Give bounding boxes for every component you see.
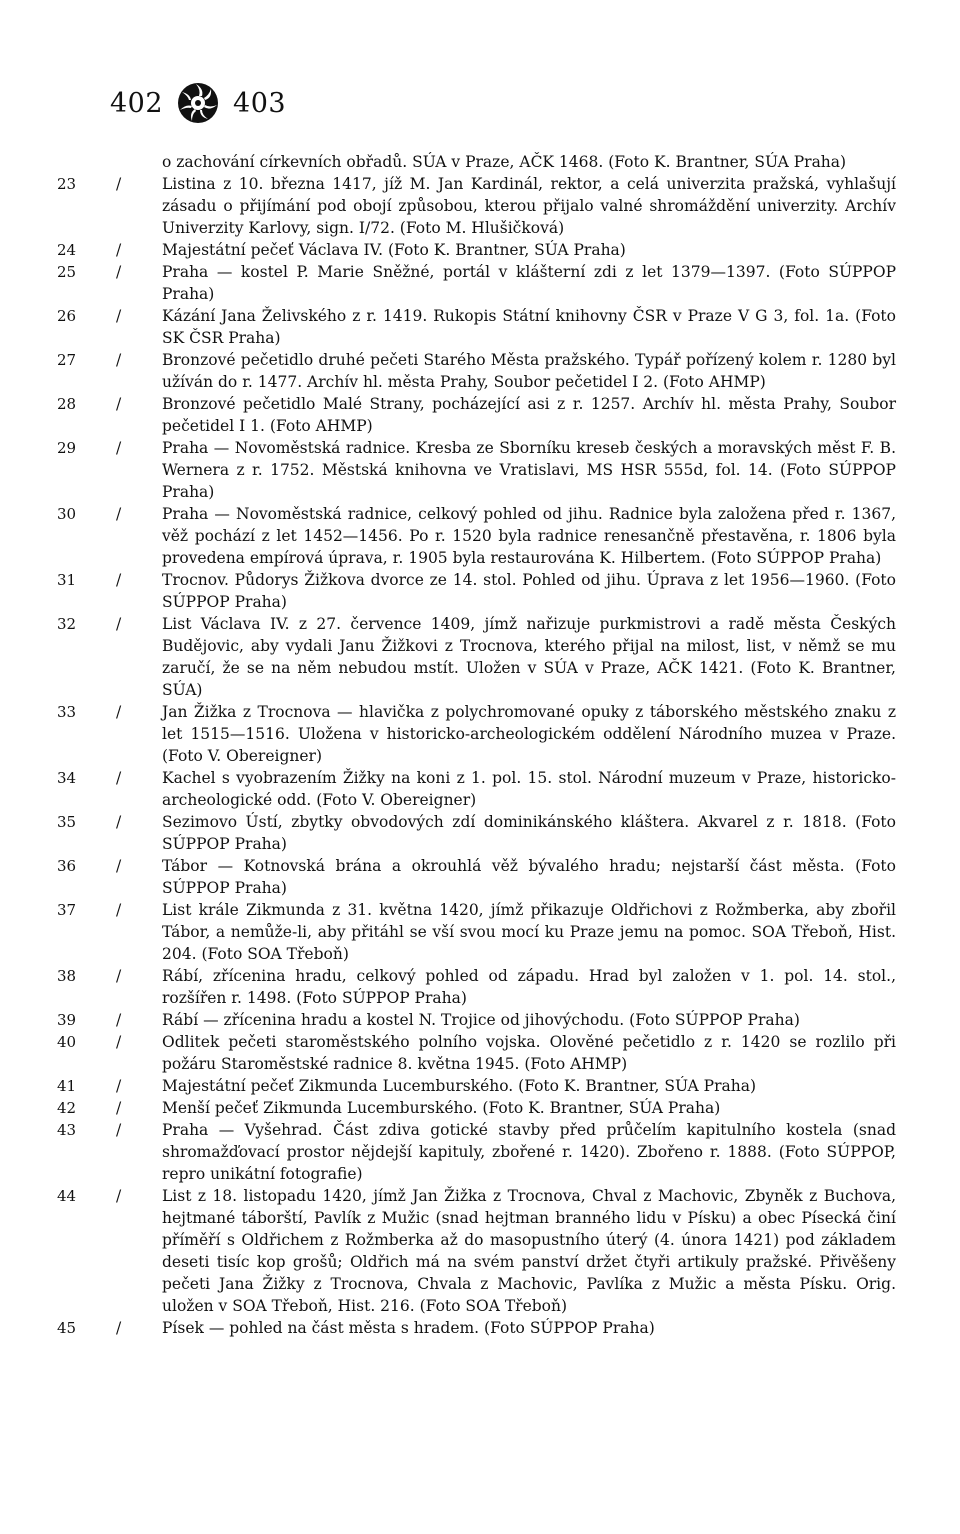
caption-text: Trocnov. Půdorys Žižkova dvorce ze 14. stol. Pohled od jihu. Úprava z let 1956—1960. (Foto SÚPPOP Praha) — [162, 571, 896, 611]
circular-emblem-icon — [169, 78, 227, 128]
caption-entry — [0, 173, 960, 239]
figure-number: 25 — [57, 263, 77, 281]
figure-number: 37 — [57, 901, 77, 919]
caption-text: Rábí, zřícenina hradu, celkový pohled od západu. Hrad byl založen v 1. pol. 14. stol., rozšířen r. 1498. (Foto SÚPPOP Praha) — [162, 967, 896, 1007]
caption-text: Rábí — zřícenina hradu a kostel N. Trojice od jihovýchodu. (Foto SÚPPOP Praha) — [162, 1011, 800, 1029]
caption-text: Praha — kostel P. Marie Sněžné, portál v klášterní zdi z let 1379—1397. (Foto SÚPPOP Praha) — [162, 263, 896, 303]
figure-number: 33 — [57, 703, 77, 721]
figure-number: 41 — [57, 1077, 77, 1095]
caption-entry — [0, 393, 960, 437]
page-header — [110, 78, 286, 128]
caption-text: Sezimovo Ústí, zbytky obvodových zdí dominikánského kláštera. Akvarel z r. 1818. (Foto SÚPPOP Praha) — [162, 813, 896, 853]
figure-number: 44 — [57, 1187, 77, 1205]
caption-entry — [0, 811, 960, 855]
caption-text: Menší pečeť Zikmunda Lucemburského. (Foto K. Brantner, SÚA Praha) — [162, 1099, 721, 1117]
caption-text: Odlitek pečeti staroměstského polního vojska. Olověné pečetidlo z r. 1420 se rozlilo při požáru Staroměstské radnice 8. května 1945. (Foto AHMP) — [162, 1033, 896, 1073]
caption-entry — [0, 569, 960, 613]
separator-slash: / — [116, 1077, 122, 1095]
separator-slash: / — [116, 571, 122, 589]
caption-text: Praha — Novoměstská radnice, celkový pohled od jihu. Radnice byla založena před r. 1367, věž pochází z let 1452—1456. Po r. 1520 byla radnice renesančně přestavěna, r. 1806 byla provedena empírová úprava, r. 1905 byla restaurována K. Hilbertem. (Foto SÚPPOP Praha) — [162, 505, 896, 567]
figure-number: 43 — [57, 1121, 77, 1139]
figure-number: 27 — [57, 351, 77, 369]
caption-entry — [0, 305, 960, 349]
caption-entry — [0, 437, 960, 503]
figure-number: 28 — [57, 395, 77, 413]
caption-entry — [0, 767, 960, 811]
separator-slash: / — [116, 1033, 122, 1051]
caption-text: Tábor — Kotnovská brána a okrouhlá věž bývalého hradu; nejstarší část města. (Foto SÚPPOP Praha) — [162, 857, 896, 897]
caption-entry — [0, 1185, 960, 1317]
figure-number: 42 — [57, 1099, 77, 1117]
figure-number: 38 — [57, 967, 77, 985]
caption-entry — [0, 965, 960, 1009]
separator-slash: / — [116, 1319, 122, 1337]
caption-entry — [0, 855, 960, 899]
separator-slash: / — [116, 1099, 122, 1117]
caption-entry — [0, 261, 960, 305]
figure-number: 45 — [57, 1319, 77, 1337]
caption-entry — [0, 1317, 960, 1339]
caption-entry — [0, 1097, 960, 1119]
separator-slash: / — [116, 241, 122, 259]
separator-slash: / — [116, 1121, 122, 1139]
caption-text: Písek — pohled na část města s hradem. (Foto SÚPPOP Praha) — [162, 1319, 655, 1337]
caption-entry — [0, 239, 960, 261]
caption-text: Majestátní pečeť Václava IV. (Foto K. Brantner, SÚA Praha) — [162, 241, 626, 259]
figure-number: 31 — [57, 571, 77, 589]
caption-entry — [0, 1031, 960, 1075]
figure-number: 23 — [57, 175, 77, 193]
caption-text: o zachování církevních obřadů. SÚA v Praze, AČK 1468. (Foto K. Brantner, SÚA Praha) — [162, 153, 847, 171]
figure-number: 32 — [57, 615, 77, 633]
figure-number: 40 — [57, 1033, 77, 1051]
caption-entry — [0, 613, 960, 701]
caption-entry — [0, 503, 960, 569]
caption-text: Praha — Vyšehrad. Část zdiva gotické stavby před průčelím kapitulního kostela (snad shromažďovací prostor nějdejší kapituly, zbořené r. 1420). Zbořeno r. 1888. (Foto SÚPPOP, repro unikátní fotografie) — [162, 1121, 896, 1183]
figure-number: 39 — [57, 1011, 77, 1029]
separator-slash: / — [116, 1011, 122, 1029]
caption-text: Bronzové pečetidlo druhé pečeti Starého Města pražského. Typář pořízený kolem r. 1280 byl užíván do r. 1477. Archív hl. města Prahy, Soubor pečetidel I 2. (Foto AHMP) — [162, 351, 896, 391]
figure-number: 29 — [57, 439, 77, 457]
figure-number: 34 — [57, 769, 77, 787]
caption-entry — [0, 1075, 960, 1097]
separator-slash: / — [116, 813, 122, 831]
figure-number: 24 — [57, 241, 77, 259]
figure-number: 35 — [57, 813, 77, 831]
separator-slash: / — [116, 615, 122, 633]
separator-slash: / — [116, 967, 122, 985]
caption-text: Kachel s vyobrazením Žižky na koni z 1. pol. 15. stol. Národní muzeum v Praze, historicko-archeologické odd. (Foto V. Obereigner) — [162, 769, 896, 809]
separator-slash: / — [116, 307, 122, 325]
caption-text: Listina z 10. března 1417, jíž M. Jan Kardinál, rektor, a celá univerzita pražská, vyhlašují zásadu o přijímání pod obojí způsobou, kterou přijalo valné shromáždění univerzity. Archív Univerzity Karlovy, sign. I/72. (Foto M. Hlušičková) — [162, 175, 896, 237]
figure-number: 26 — [57, 307, 77, 325]
separator-slash: / — [116, 505, 122, 523]
page-number-right: 403 — [233, 87, 287, 119]
caption-entry — [0, 151, 960, 173]
caption-text: List z 18. listopadu 1420, jímž Jan Žižka z Trocnova, Chval z Machovic, Zbyněk z Buchova, hejtmané táborští, Pavlík z Mužic (snad hejtman branného lidu v Písku) a obec Písecká činí příměří s Oldřichem z Rožmberka až do masopustního úterý (4. února 1421) pod základem deseti tisíc kop grošů; Oldřich má na svém panství držet čtyři artikuly pražské. Přivěšeny pečeti Jana Žižky z Trocnova, Chvala z Machovic, Pavlíka z Mužic a města Písku. Orig. uložen v SOA Třeboň, Hist. 216. (Foto SOA Třeboň) — [162, 1187, 896, 1315]
figure-number: 36 — [57, 857, 77, 875]
caption-entry — [0, 1009, 960, 1031]
caption-text: Praha — Novoměstská radnice. Kresba ze Sborníku kreseb českých a moravských měst F. B. Wernera z r. 1752. Městská knihovna ve Vratislavi, MS HSR 555d, fol. 14. (Foto SÚPPOP Praha) — [162, 439, 896, 501]
separator-slash: / — [116, 857, 122, 875]
figure-number: 30 — [57, 505, 77, 523]
caption-entry — [0, 1119, 960, 1185]
caption-text: Majestátní pečeť Zikmunda Lucemburského. (Foto K. Brantner, SÚA Praha) — [162, 1077, 756, 1095]
caption-text: Jan Žižka z Trocnova — hlavička z polychromované opuky z táborského městského znaku z let 1515—1516. Uložena v historicko-archeologickém oddělení Národního muzea v Praze. (Foto V. Obereigner) — [162, 703, 896, 765]
caption-text: Bronzové pečetidlo Malé Strany, pocházející asi z r. 1257. Archív hl. města Prahy, Soubor pečetidel I 1. (Foto AHMP) — [162, 395, 896, 435]
separator-slash: / — [116, 395, 122, 413]
caption-entry — [0, 899, 960, 965]
caption-entry — [0, 701, 960, 767]
separator-slash: / — [116, 263, 122, 281]
page-number-left: 402 — [110, 87, 164, 119]
caption-list — [0, 151, 960, 1339]
separator-slash: / — [116, 703, 122, 721]
separator-slash: / — [116, 351, 122, 369]
separator-slash: / — [116, 1187, 122, 1205]
caption-entry — [0, 349, 960, 393]
separator-slash: / — [116, 439, 122, 457]
separator-slash: / — [116, 175, 122, 193]
caption-text: List Václava IV. z 27. července 1409, jímž nařizuje purkmistrovi a radě města Českých Budějovic, aby vydali Janu Žižkovi z Trocnova, kterého přijal na milost, list, v němž se mu zaručí, že se na něm nebudou mstít. Uložen v SÚA v Praze, AČK 1421. (Foto K. Brantner, SÚA) — [162, 615, 896, 699]
caption-text: List krále Zikmunda z 31. května 1420, jímž přikazuje Oldřichovi z Rožmberka, aby zbořil Tábor, a nemůže-li, aby přitáhl se vší svou mocí ku Praze jemu na pomoc. SOA Třeboň, Hist. 204. (Foto SOA Třeboň) — [162, 901, 896, 963]
separator-slash: / — [116, 769, 122, 787]
separator-slash: / — [116, 901, 122, 919]
caption-text: Kázání Jana Želivského z r. 1419. Rukopis Státní knihovny ČSR v Praze V G 3, fol. 1a. (Foto SK ČSR Praha) — [162, 307, 896, 347]
